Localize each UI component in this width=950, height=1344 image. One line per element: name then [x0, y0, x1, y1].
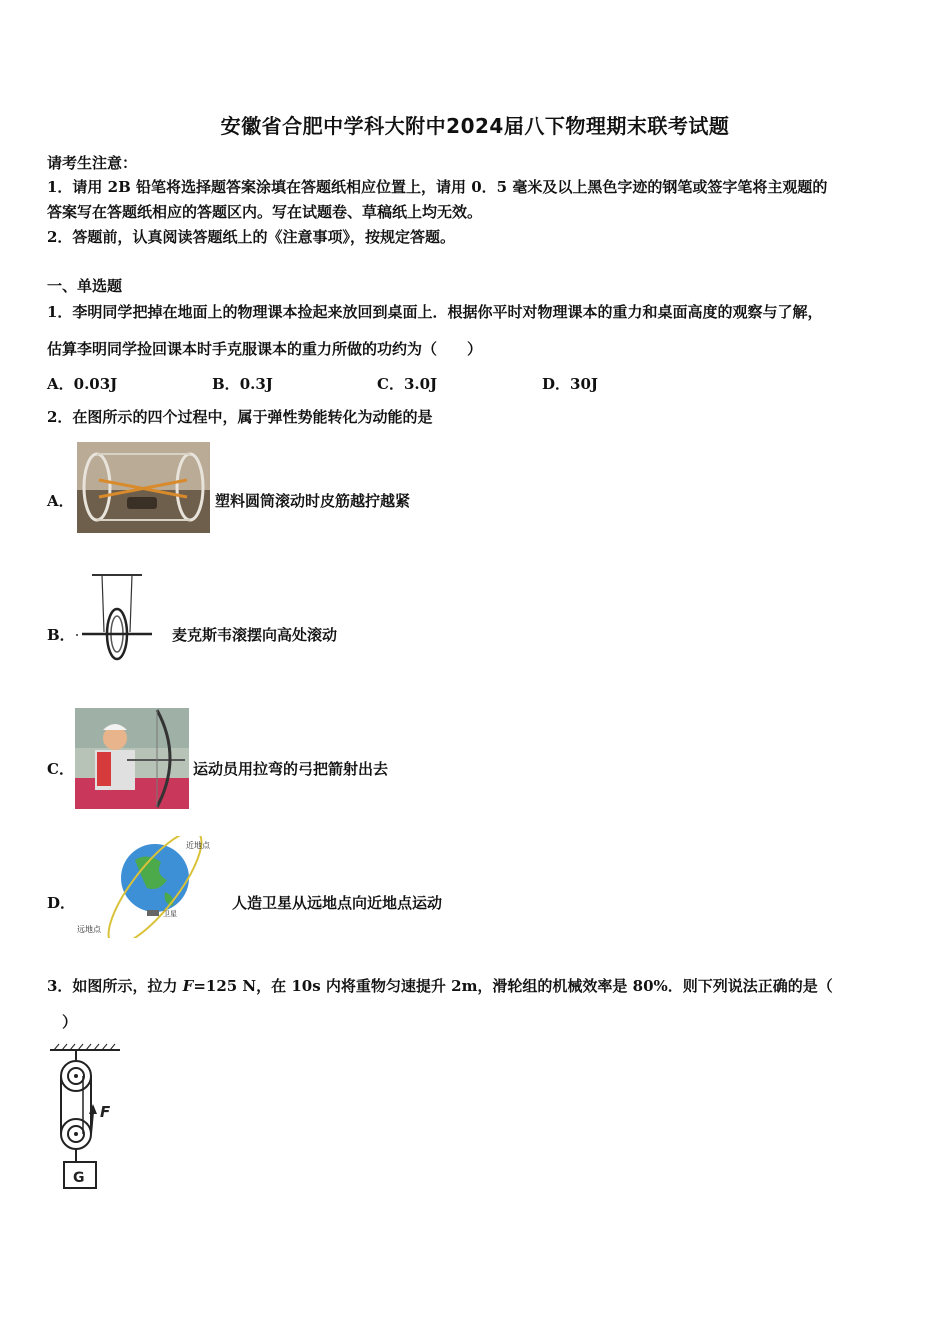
notice-heading: 请考生注意： [47, 154, 138, 172]
option-text: 3.0J [403, 375, 438, 393]
rolling-can-image [77, 442, 210, 533]
q1-option-d[interactable] [542, 373, 598, 394]
q2-option-d-key[interactable]: D． [47, 894, 76, 912]
q3-stem-line-1 [47, 975, 833, 997]
q1-option-c[interactable] [377, 373, 437, 394]
q1-stem-line-1: 1．李明同学把掉在地面上的物理课本捡起来放回到桌面上．根据你平时对物理课本的重力和桌面高度的观察与了解， [47, 303, 823, 321]
satellite-orbit-image [75, 836, 225, 938]
q2-option-c-key[interactable]: C． [47, 760, 74, 778]
q3-stem-pre: 3．如图所示，拉力 [47, 977, 183, 995]
q1-stem-line-2: 估算李明同学捡回课本时手克服课本的重力所做的功约为（ ） [47, 340, 483, 358]
option-text: 0.03J [73, 375, 118, 393]
q2-option-a-key[interactable]: A． [47, 492, 74, 510]
archer-image [75, 708, 189, 809]
notice-line-1a: 1．请用 2B 铅笔将选择题答案涂填在答题纸相应位置上，请用 0．5 毫米及以上黑色字迹的钢笔或签字笔将主观题的 [47, 178, 828, 196]
option-key: C． [377, 375, 404, 393]
q2-stem: 2．在图所示的四个过程中，属于弹性势能转化为动能的是 [47, 408, 433, 426]
near-point-label: 近地点 [186, 841, 210, 850]
maxwell-pendulum-image [74, 572, 154, 664]
option-key: B． [212, 375, 240, 393]
q3-stem-post: =125 N，在 10s 内将重物匀速提升 2m，滑轮组的机械效率是 80%．则下列说法正确的是（ [193, 977, 833, 995]
option-text: 0.3J [239, 375, 273, 393]
notice-line-2: 2．答题前，认真阅读答题纸上的《注意事项》，按规定答题。 [47, 228, 455, 246]
q2-option-b-key[interactable]: B． [47, 626, 75, 644]
q1-option-a[interactable] [47, 373, 117, 394]
far-point-label: 远地点 [77, 925, 101, 934]
q3-force-var: F [182, 977, 194, 995]
pulley-system-figure [48, 1042, 124, 1192]
page-title: 安徽省合肥中学科大附中2024届八下物理期末联考试题 [220, 114, 730, 138]
q1-option-b[interactable] [212, 373, 273, 394]
option-key: A． [47, 375, 74, 393]
q2-option-c-text: 运动员用拉弯的弓把箭射出去 [193, 760, 389, 778]
option-key: D． [542, 375, 571, 393]
satellite-label: 卫星 [163, 910, 177, 918]
q3-stem-line-2: ） [62, 1013, 78, 1031]
q2-option-a-text: 塑料圆筒滚动时皮筋越拧越紧 [215, 492, 411, 510]
q2-option-d-text: 人造卫星从远地点向近地点运动 [232, 894, 443, 912]
section-heading: 一、单选题 [47, 277, 123, 295]
weight-label: G [73, 1170, 85, 1186]
option-text: 30J [570, 375, 598, 393]
q2-option-b-text: 麦克斯韦滚摆向高处滚动 [172, 626, 338, 644]
force-label: F [100, 1103, 111, 1121]
notice-line-1b: 答案写在答题纸相应的答题区内。写在试题卷、草稿纸上均无效。 [47, 203, 483, 221]
